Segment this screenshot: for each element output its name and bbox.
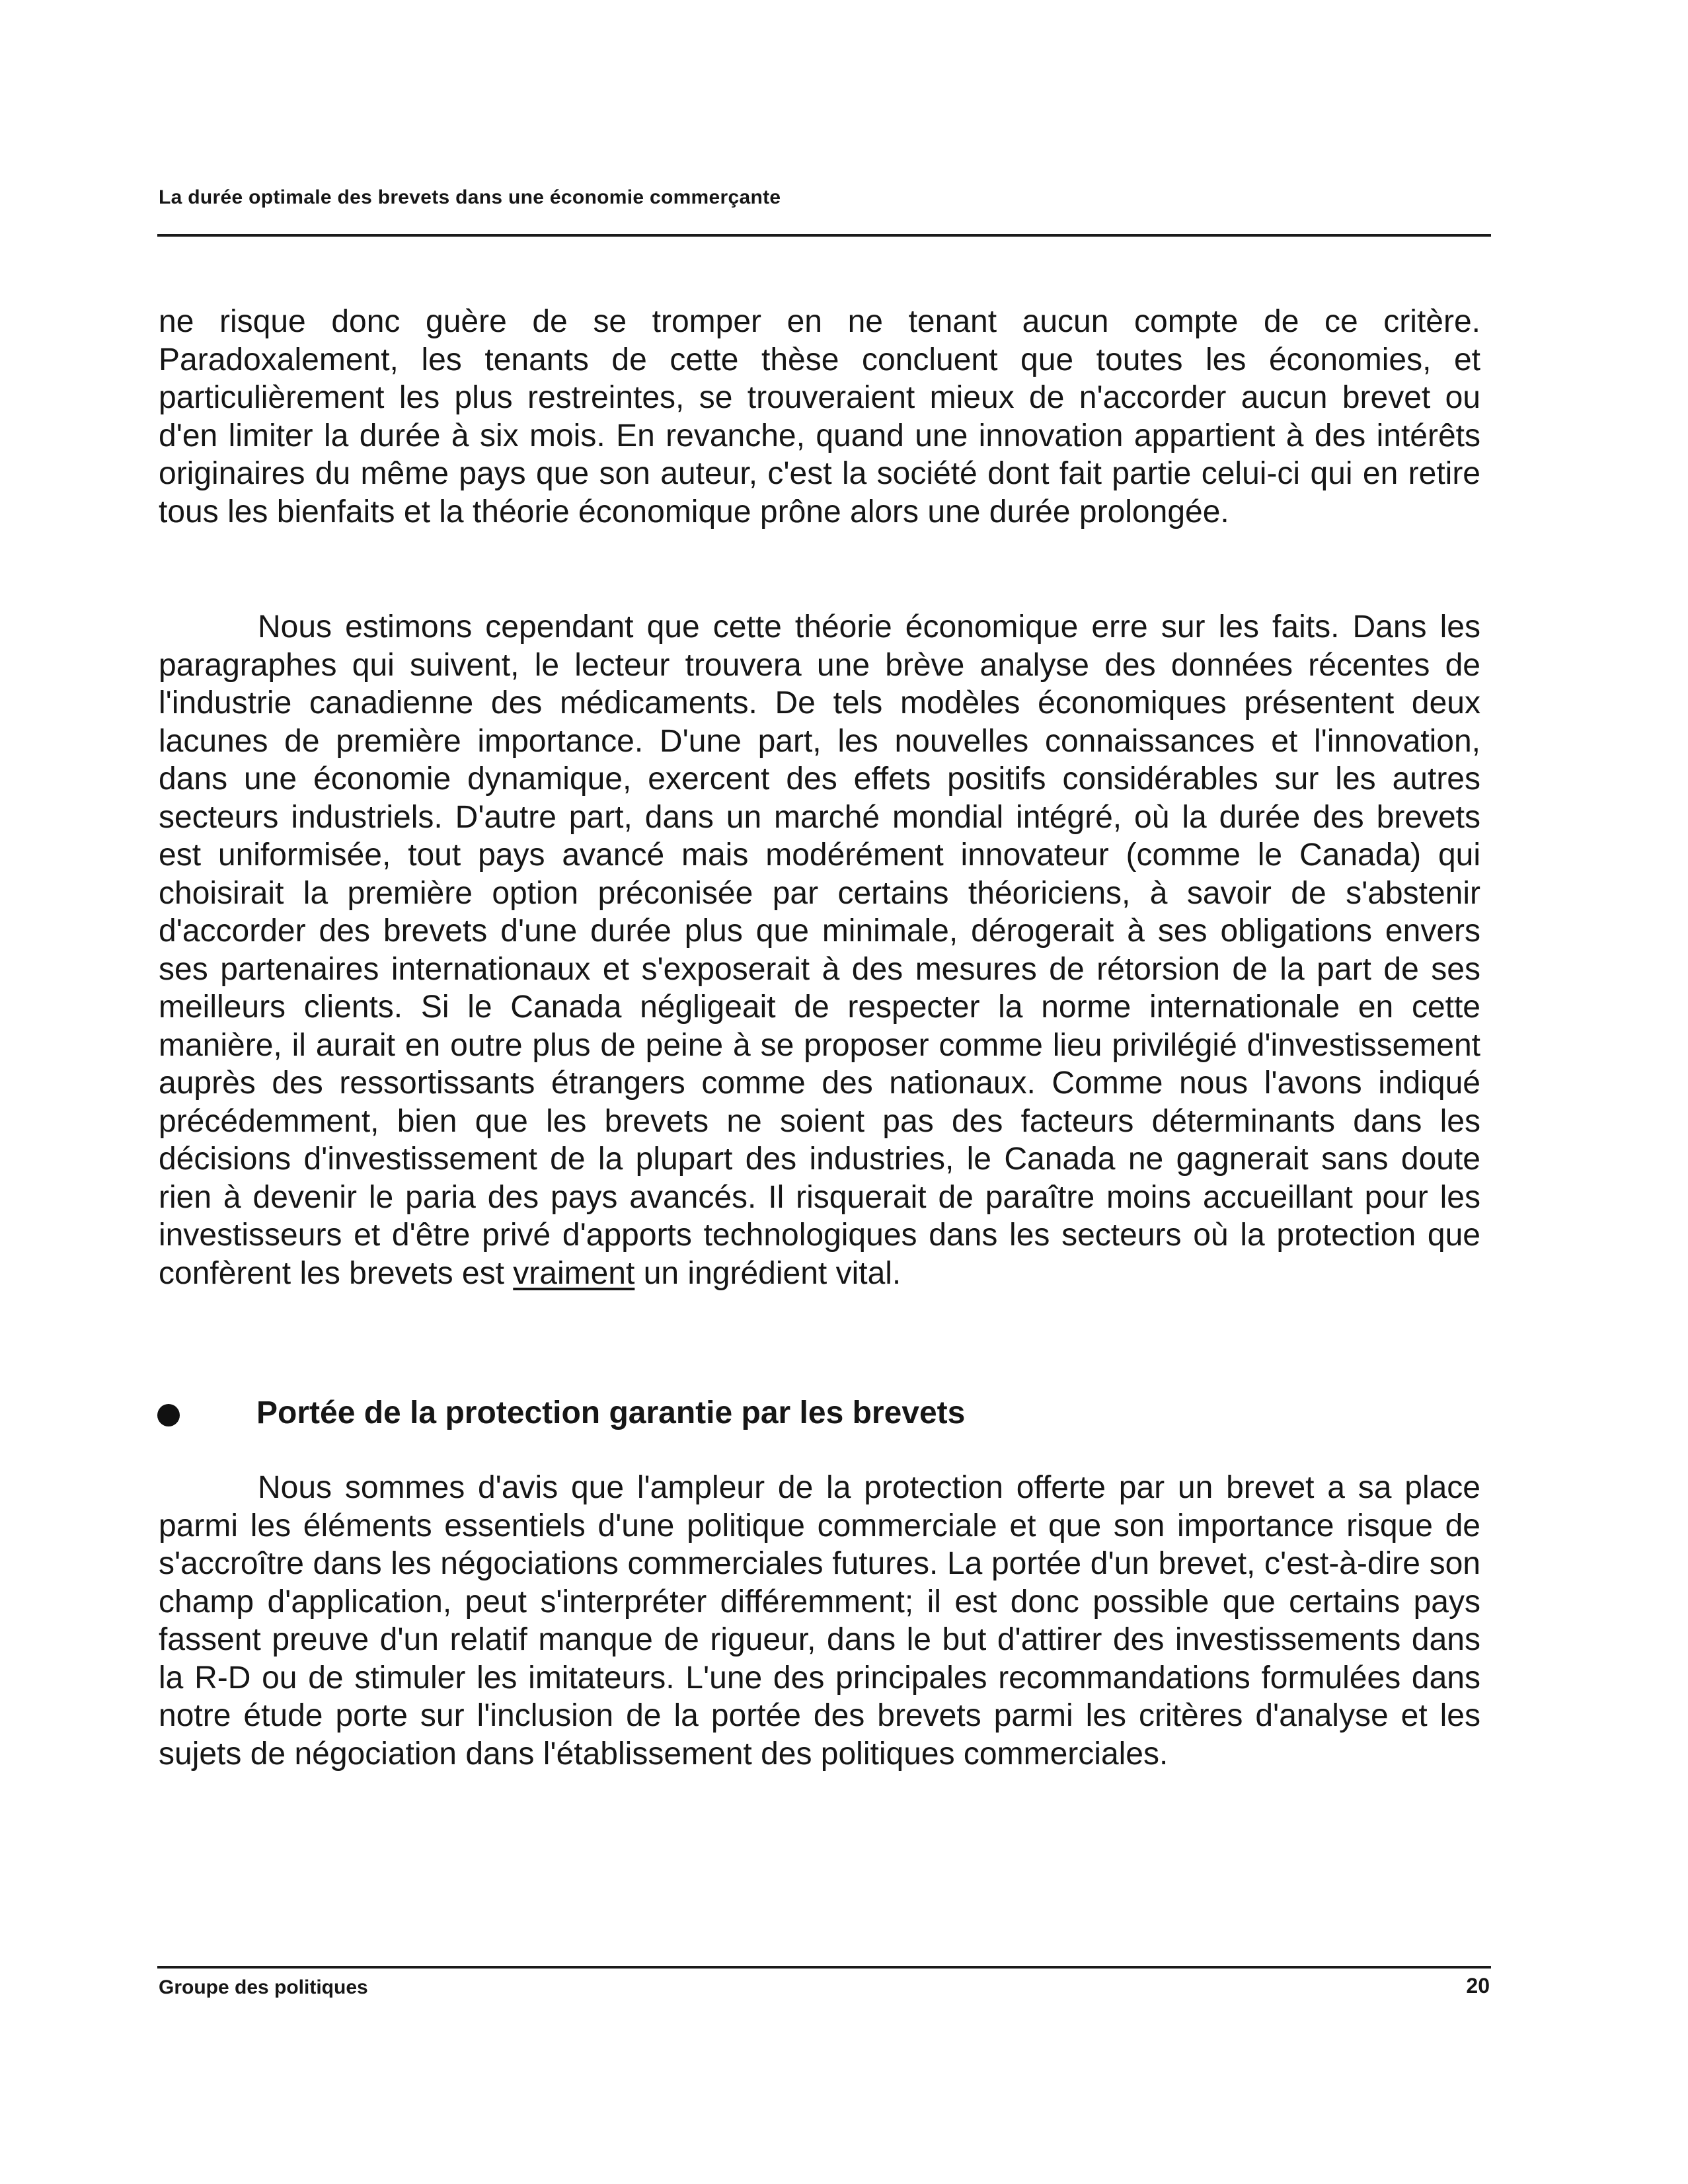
footer-label: Groupe des politiques xyxy=(159,1976,368,1998)
paragraph-2-text: Nous estimons cependant que cette théorie économique erre sur les faits. Dans les paragraphes qui suivent, le lecteur trouvera une brève analyse des données récentes de l'industrie canadienne des médicaments. De tels modèles économiques présentent deux lacunes de première importance. D'une part, les nouvelles connaissances et l'innovation, dans une économie dynamique, exercent des effets positifs considérables sur les autres secteurs industriels. D'autre part, dans un marché mondial intégré, où la durée des brevets est uniformisée, tout pays avancé mais modérément innovateur (comme le Canada) qui choisirait la première option préconisée par certains théoriciens, à savoir de s'abstenir d'accorder des brevets d'une durée plus que minimale, dérogerait à ses obligations envers ses partenaires internationaux et s'exposerait à des mesures de rétorsion de la part de ses meilleurs clients. Si le Canada négligeait de respecter la norme internationale en cette manière, il aurait en outre plus de peine à se proposer comme lieu privilégié d'investissement auprès des ressortissants étrangers comme des nationaux. Comme nous l'avons indiqué précédemment, bien que les brevets ne soient pas des facteurs déterminants dans les décisions d'investissement de la plupart des industries, le Canada ne gagnerait sans doute rien à devenir le paria des pays avancés. Il risquerait de paraître moins accueillant pour les investisseurs et d'être privé d'apports technologiques dans les secteurs où la protection que confèrent les brevets est xyxy=(159,609,1480,1291)
paragraph-2-end: un ingrédient vital. xyxy=(643,1255,902,1291)
paragraph-2 xyxy=(159,608,1480,1292)
page-number: 20 xyxy=(1466,1974,1490,1998)
paragraph-3: Nous sommes d'avis que l'ampleur de la protection offerte par un brevet a sa place parmi les éléments essentiels d'une politique commerciale et que son importance risque de s'accroître dans les négociations commerciales futures. La portée d'un brevet, c'est-à-dire son champ d'application, peut s'interpréter différemment; il est donc possible que certains pays fassent preuve d'un relatif manque de rigueur, dans le but d'attirer des investissements dans la R-D ou de stimuler les imitateurs. L'une des principales recommandations formulées dans notre étude porte sur l'inclusion de la portée des brevets parmi les critères d'analyse et les sujets de négociation dans l'établissement des politiques commerciales. xyxy=(159,1470,1480,1772)
running-header: La durée optimale des brevets dans une économie commerçante xyxy=(159,186,781,208)
bullet-icon xyxy=(157,1404,180,1426)
footer-rule xyxy=(157,1966,1491,1969)
paragraph-1: ne risque donc guère de se tromper en ne tenant aucun compte de ce critère. Paradoxalement, les tenants de cette thèse concluent que toutes les économies, et particulièrement les plus restreintes, se trouveraient mieux de n'accorder aucun brevet ou d'en limiter la durée à six mois. En revanche, quand une innovation appartient à des intérêts originaires du même pays que son auteur, c'est la société dont fait partie celui-ci qui en retire tous les bienfaits et la théorie économique prône alors une durée prolongée. xyxy=(159,304,1480,529)
emphasis-underlined: vraiment xyxy=(513,1255,635,1291)
section-heading xyxy=(157,1395,1479,1434)
header-rule xyxy=(157,234,1491,237)
section-heading-label: Portée de la protection garantie par les brevets xyxy=(256,1395,966,1430)
